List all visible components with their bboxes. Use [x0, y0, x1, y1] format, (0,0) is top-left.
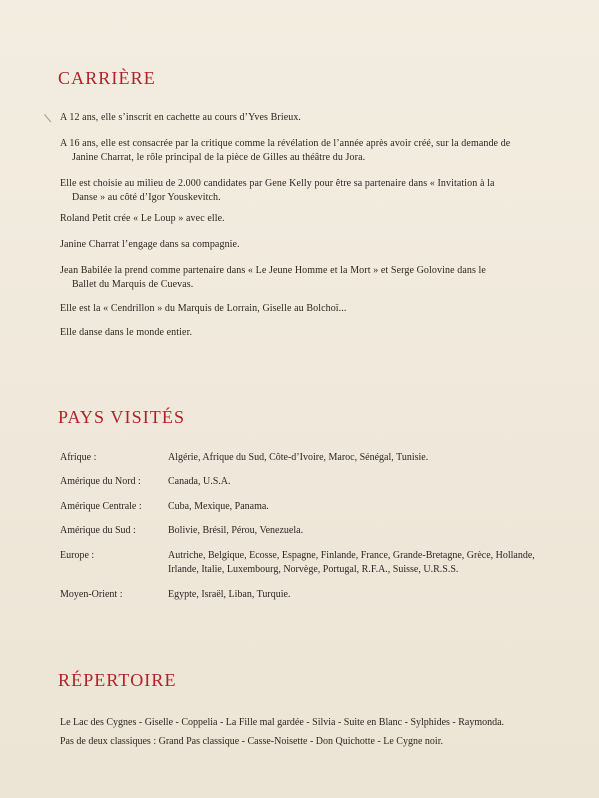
carriere-paragraph-2-line2: Janine Charrat, le rôle principal de la pièce de Gilles au théâtre du Jora. [72, 152, 366, 163]
carriere-paragraph-7 [60, 302, 575, 316]
carriere-paragraph-8 [60, 326, 575, 340]
country-list: Cuba, Mexique, Panama. [168, 501, 269, 512]
carriere-paragraph-6-line1: Jean Babilée la prend comme partenaire dans « Le Jeune Homme et la Mort » et Serge Golovine dans le [60, 265, 486, 276]
repertoire-line-1: Le Lac des Cygnes - Giselle - Coppelia - La Fille mal gardée - Silvia - Suite en Blanc - Sylphides - Raymonda. [60, 717, 505, 728]
section-title-pays-visites: PAYS VISITÉS [58, 407, 186, 427]
carriere-paragraph-5 [60, 238, 575, 252]
carriere-paragraph-3-line1: Elle est choisie au milieu de 2.000 candidates par Gene Kelly pour être sa partenaire dans « Invitation à la [60, 178, 495, 189]
region-label: Amérique du Sud : [60, 525, 136, 536]
region-label: Afrique : [60, 452, 97, 463]
section-title-repertoire: RÉPERTOIRE [58, 670, 177, 690]
country-list-line2: Irlande, Italie, Luxembourg, Norvège, Portugal, R.F.A., Suisse, U.R.S.S. [168, 564, 459, 575]
region-label: Amérique Centrale : [60, 501, 142, 512]
carriere-paragraph-8-text: Elle danse dans le monde entier. [60, 327, 193, 338]
carriere-paragraph-2 [60, 137, 575, 165]
pencil-mark [44, 108, 59, 123]
carriere-paragraph-6-line2: Ballet du Marquis de Cuevas. [72, 279, 194, 290]
region-label: Moyen-Orient : [60, 589, 123, 600]
country-list [168, 549, 576, 577]
carriere-paragraph-2-line1: A 16 ans, elle est consacrée par la critique comme la révélation de l’année après avoir créé, sur la demande de [60, 138, 511, 149]
carriere-paragraph-3 [60, 177, 575, 205]
region-label: Amérique du Nord : [60, 476, 141, 487]
carriere-paragraph-1-text: A 12 ans, elle s’inscrit en cachette au cours d’Yves Brieux. [60, 112, 302, 123]
country-list: Bolivie, Brésil, Pérou, Venezuela. [168, 525, 304, 536]
country-list: Canada, U.S.A. [168, 476, 231, 487]
region-label: Europe : [60, 550, 95, 561]
carriere-paragraph-4 [60, 212, 575, 226]
section-title-carriere: CARRIÈRE [58, 68, 156, 88]
carriere-paragraph-5-text: Janine Charrat l’engage dans sa compagnie. [60, 239, 240, 250]
country-list-line1: Autriche, Belgique, Ecosse, Espagne, Finlande, France, Grande-Bretagne, Grèce, Hollande, [168, 550, 535, 561]
carriere-paragraph-6 [60, 264, 575, 292]
country-list: Egypte, Israël, Liban, Turquie. [168, 589, 291, 600]
carriere-paragraph-4-text: Roland Petit crée « Le Loup » avec elle. [60, 213, 225, 224]
country-list: Algérie, Afrique du Sud, Côte-d’Ivoire, Maroc, Sénégal, Tunisie. [168, 452, 429, 463]
carriere-paragraph-1 [60, 111, 575, 125]
carriere-paragraph-3-line2: Danse » au côté d’Igor Youskevitch. [72, 192, 221, 203]
carriere-paragraph-7-text: Elle est la « Cendrillon » du Marquis de Lorrain, Giselle au Bolchoï... [60, 303, 347, 314]
repertoire-line-2: Pas de deux classiques : Grand Pas classique - Casse-Noisette - Don Quichotte - Le Cygne noir. [60, 736, 443, 747]
